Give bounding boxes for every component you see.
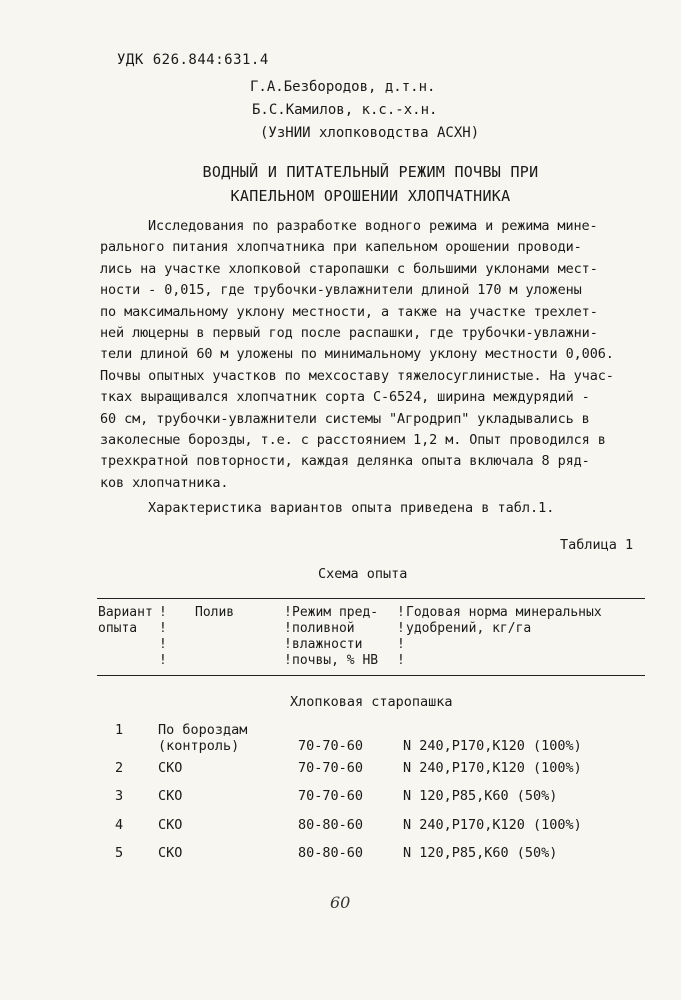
body-line: ней люцерны в первый год после распашки, где трубочки-увлажни- <box>100 325 598 342</box>
column-separator: ! ! ! ! <box>159 605 167 668</box>
body-line: Исследования по разработке водного режима и режима мине- <box>148 218 598 234</box>
column-separator: ! ! ! ! <box>284 605 292 668</box>
table-section-title: Хлопковая старопашка <box>290 694 453 710</box>
row-poliv: СКО <box>158 817 183 833</box>
body-line: лись на участке хлопковой старопашки с большими уклонами мест- <box>100 260 598 277</box>
table-top-rule <box>97 598 645 599</box>
body-line: ков хлопчатника. <box>100 474 229 491</box>
row-number: 4 <box>115 817 124 833</box>
body-line: тели длиной 60 м уложены по минимальному уклону местности 0,006. <box>100 346 614 363</box>
header-variant: Вариант опыта <box>98 605 153 636</box>
row-regime: 80-80-60 <box>298 817 364 833</box>
row-regime: 70-70-60 <box>298 760 364 776</box>
body-line: Почвы опытных участков по мехсоставу тяжелосуглинистые. На учас- <box>100 367 614 384</box>
body-paragraph <box>100 216 660 494</box>
row-number: 5 <box>115 845 124 861</box>
body-line: по максимальному уклону местности, а также на участке трехлет- <box>100 303 598 320</box>
characteristics-sentence: Характеристика вариантов опыта приведена в табл.1. <box>148 500 555 516</box>
table-label: Таблица 1 <box>560 537 634 553</box>
row-norm: N 240,P170,K120 (100%) <box>403 738 582 754</box>
table-header-rule <box>97 675 645 676</box>
row-norm: N 120,P85,K60 (50%) <box>403 788 558 804</box>
row-norm: N 240,P170,K120 (100%) <box>403 760 582 776</box>
body-line: трехкратной повторности, каждая делянка опыта включала 8 ряд- <box>100 453 590 470</box>
article-title <box>0 160 681 208</box>
udk-code: УДК 626.844:631.4 <box>117 52 269 68</box>
row-number: 2 <box>115 760 124 776</box>
authors-block <box>250 76 479 145</box>
title-line-2: КАПЕЛЬНОМ ОРОШЕНИИ ХЛОПЧАТНИКА <box>230 187 511 205</box>
header-regime: Режим пред- поливной влажности почвы, % НВ <box>292 605 379 668</box>
row-poliv: СКО <box>158 845 183 861</box>
row-norm: N 120,P85,K60 (50%) <box>403 845 558 861</box>
header-norm: Годовая норма минеральных удобрений, кг/га <box>406 605 602 636</box>
author-1: Г.А.Безбородов, д.т.н. <box>250 79 436 95</box>
table-title: Схема опыта <box>318 566 408 582</box>
title-line-1: ВОДНЫЙ И ПИТАТЕЛЬНЫЙ РЕЖИМ ПОЧВЫ ПРИ <box>202 163 539 181</box>
row-norm: N 240,P170,K120 (100%) <box>403 817 582 833</box>
column-separator: ! ! ! ! <box>397 605 405 668</box>
row-poliv: СКО <box>158 788 183 804</box>
row-number: 3 <box>115 788 124 804</box>
page-number: 60 <box>330 893 351 912</box>
affiliation: (УзНИИ хлопководства АСХН) <box>260 125 480 141</box>
author-2: Б.С.Камилов, к.с.-х.н. <box>252 102 438 118</box>
row-regime: 70-70-60 <box>298 788 364 804</box>
body-line: рального питания хлопчатника при капельном орошении проводи- <box>100 239 582 256</box>
body-line: заколесные борозды, т.е. с расстоянием 1,2 м. Опыт проводился в <box>100 432 606 449</box>
body-line: ности - 0,015, где трубочки-увлажнители длиной 170 м уложены <box>100 282 582 299</box>
body-line: тках выращивался хлопчатник сорта С-6524, ширина междурядий - <box>100 389 590 406</box>
row-regime: 80-80-60 <box>298 845 364 861</box>
header-poliv: Полив <box>195 605 235 620</box>
row-poliv: СКО <box>158 760 183 776</box>
row-number: 1 <box>115 722 124 738</box>
row-regime: 70-70-60 <box>298 738 364 754</box>
body-line: 60 см, трубочки-увлажнители системы "Агродрип" укладывались в <box>100 410 590 427</box>
row-poliv: По бороздам (контроль) <box>158 722 248 754</box>
